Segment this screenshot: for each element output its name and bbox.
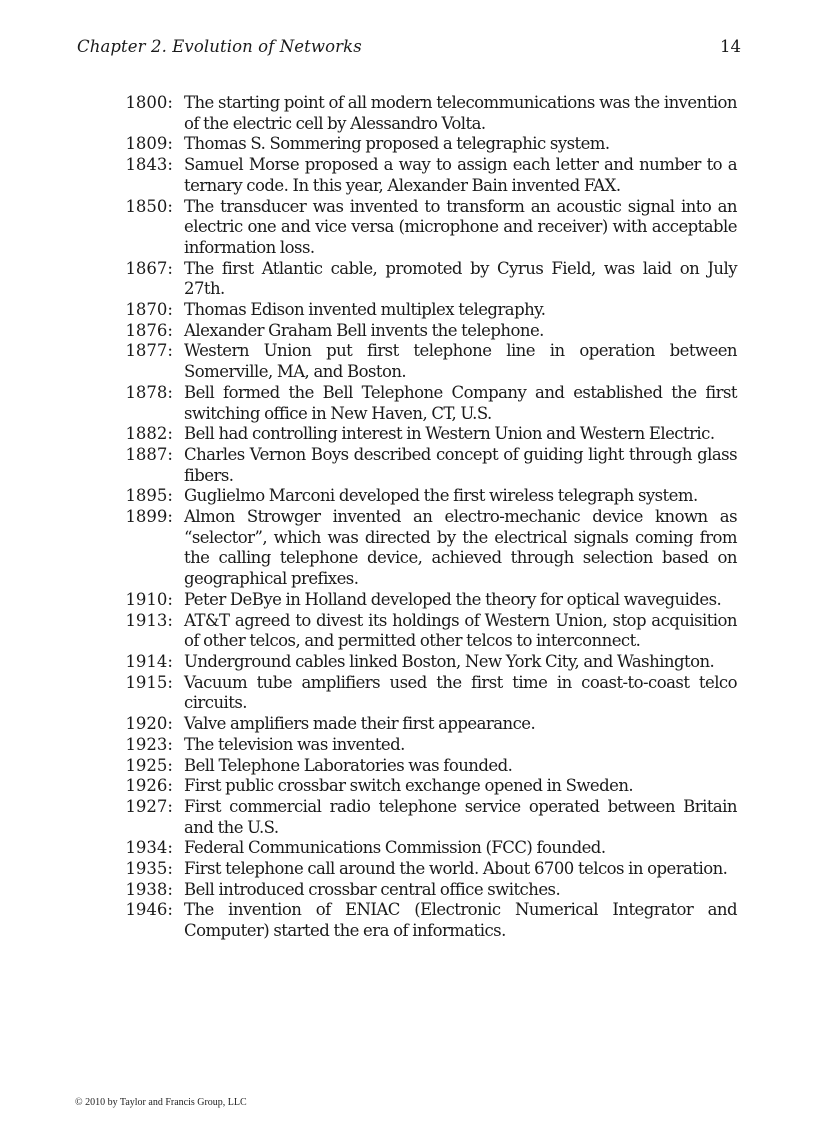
timeline-year: 1882: [125,424,173,444]
timeline-year: 1923: [125,734,173,754]
timeline-entry [112,507,737,590]
timeline-entry [112,445,737,486]
timeline-description: Peter DeBye in Holland developed the theory for optical waveguides. [184,589,722,609]
timeline-year: 1887: [125,444,173,464]
timeline-description: First telephone call around the world. About 6700 telcos in operation. [184,859,728,879]
timeline-year: 1926: [125,776,173,796]
timeline-year: 1878: [125,382,173,402]
timeline-description: Almon Strowger invented an electro-mechanic device known as “selector”, which was directed by the electrical signals coming from the calling telephone device, achieved through selection based on geographical prefixes. [184,507,737,589]
timeline-entry [112,424,737,445]
timeline-year: 1809: [125,134,173,154]
timeline-entry [112,859,737,880]
timeline-entry [112,611,737,652]
timeline-entry [112,652,737,673]
timeline-entry [112,714,737,735]
timeline-description: The invention of ENIAC (Electronic Numerical Integrator and Computer) started the era of informatics. [184,900,737,941]
timeline-year: 1876: [125,320,173,340]
timeline-year: 1877: [125,341,173,361]
timeline-entry [112,341,737,382]
timeline-year: 1920: [125,714,173,734]
timeline-description: Vacuum tube amplifiers used the first time in coast-to-coast telco circuits. [184,672,737,713]
timeline-year: 1870: [125,300,173,320]
timeline-entry [112,155,737,196]
timeline-year: 1867: [125,258,173,278]
timeline-description: The starting point of all modern telecommunications was the invention of the electric cell by Alessandro Volta. [184,93,737,133]
timeline-year: 1850: [125,196,173,216]
timeline-description: The first Atlantic cable, promoted by Cyrus Field, was laid on July 27th. [184,258,737,299]
timeline-entry [112,735,737,756]
timeline-year: 1910: [125,589,173,609]
timeline-year: 1895: [125,486,173,506]
timeline-year: 1914: [125,651,173,671]
timeline-description: Alexander Graham Bell invents the telephone. [184,320,544,340]
copyright-notice: © 2010 by Taylor and Francis Group, LLC [75,1097,247,1108]
timeline-entry [112,93,737,134]
timeline-description: Bell had controlling interest in Western Union and Western Electric. [184,424,715,444]
timeline-year: 1925: [125,755,173,775]
timeline-year: 1915: [125,672,173,692]
timeline-entry [112,756,737,777]
timeline-entry [112,300,737,321]
timeline-entry [112,321,737,342]
timeline-year: 1843: [125,155,173,175]
timeline-description: Samuel Morse proposed a way to assign each letter and number to a ternary code. In this year, Alexander Bain invented FAX. [184,155,737,195]
timeline-description: Federal Communications Commission (FCC) founded. [184,838,606,858]
chapter-title: Chapter 2. Evolution of Networks [77,37,362,56]
timeline-entry [112,590,737,611]
timeline-description: AT&T agreed to divest its holdings of Western Union, stop acquisition of other telcos, and permitted other telcos to interconnect. [184,610,737,651]
timeline-description: Charles Vernon Boys described concept of guiding light through glass fibers. [184,444,737,485]
page-number: 14 [720,37,741,56]
timeline-description: The television was invented. [184,734,405,754]
timeline-entry [112,838,737,859]
timeline-description: Thomas S. Sommering proposed a telegraphic system. [184,134,610,154]
timeline-description: Thomas Edison invented multiplex telegraphy. [184,300,546,320]
timeline-description: The transducer was invented to transform an acoustic signal into an electric one and vice versa (microphone and receiver) with acceptable information loss. [184,196,737,257]
timeline-entry [112,900,737,941]
timeline-description: Bell Telephone Laboratories was founded. [184,755,513,775]
timeline-entry [112,259,737,300]
timeline-entry [112,383,737,424]
timeline-description: Guglielmo Marconi developed the first wireless telegraph system. [184,486,698,506]
timeline-year: 1899: [125,507,173,527]
timeline-entry [112,797,737,838]
timeline-year: 1935: [125,859,173,879]
timeline-entry [112,673,737,714]
timeline-description: First commercial radio telephone service operated between Britain and the U.S. [184,796,737,837]
timeline-year: 1934: [125,838,173,858]
timeline-year: 1938: [125,879,173,899]
timeline-year: 1913: [125,610,173,630]
timeline-description: Valve amplifiers made their first appearance. [184,714,536,734]
timeline-description: Underground cables linked Boston, New York City, and Washington. [184,651,715,671]
timeline-entry [112,776,737,797]
timeline-entry [112,880,737,901]
timeline-list [112,93,737,942]
timeline-entry [112,197,737,259]
timeline-description: Bell formed the Bell Telephone Company and established the first switching office in New Haven, CT, U.S. [184,382,737,423]
timeline-year: 1800: [125,93,173,112]
timeline-description: Bell introduced crossbar central office switches. [184,879,561,899]
timeline-description: Western Union put first telephone line in operation between Somerville, MA, and Boston. [184,341,737,382]
timeline-entry [112,134,737,155]
timeline-description: First public crossbar switch exchange opened in Sweden. [184,776,634,796]
running-head [77,36,741,58]
timeline-year: 1927: [125,796,173,816]
timeline-year: 1946: [125,900,173,920]
timeline-entry [112,486,737,507]
